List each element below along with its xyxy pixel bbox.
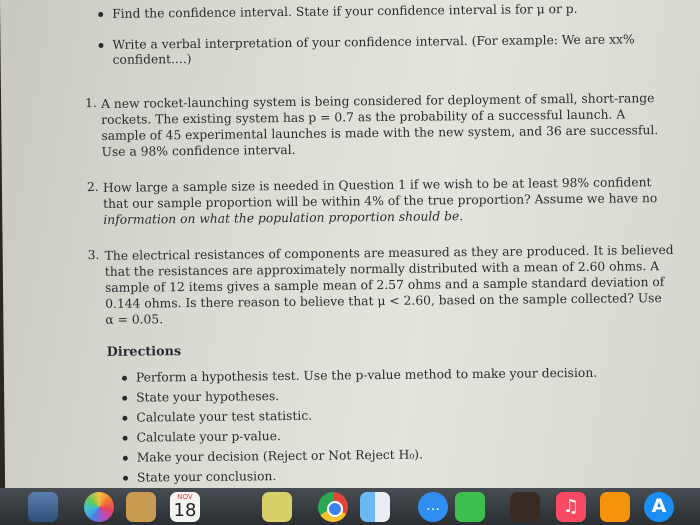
question-3-line: The electrical resistances of components are measured as they are produced. It is believed xyxy=(104,242,674,263)
question-3-line: 0.144 ohms. Is there reason to believe that μ < 2.60, based on the sample collected? Use xyxy=(105,291,662,311)
messages-icon[interactable]: … xyxy=(418,492,448,522)
directions-item: State your conclusion. xyxy=(136,469,277,485)
directions-item: Perform a hypothesis test. Use the p-value method to make your decision. xyxy=(135,365,598,385)
directions-item: Calculate your test statistic. xyxy=(136,408,313,425)
question-2-line: information on what the population proportion should be. xyxy=(103,209,464,227)
chrome-center xyxy=(327,501,343,517)
intro-bullet-1: Find the confidence interval. State if your confidence interval is for μ or p. xyxy=(112,1,578,21)
question-1-line: sample of 45 experimental launches is made with the new system, and 36 are successful. xyxy=(101,123,659,143)
intro-bullet-2-cont: confident....) xyxy=(112,51,192,67)
directions-item: Calculate your p-value. xyxy=(136,429,281,445)
question-3-line: sample of 12 items gives a sample mean of 2.57 ohms and a sample standard deviation of xyxy=(104,275,665,295)
photos-icon[interactable] xyxy=(84,492,114,522)
question-2-line: How large a sample size is needed in Question 1 if we wish to be at least 98% confident xyxy=(102,175,652,195)
photo-booth-icon[interactable] xyxy=(510,492,540,522)
music-icon[interactable]: ♫ xyxy=(556,492,586,522)
calendar-day: 18 xyxy=(173,500,197,521)
calendar-icon[interactable] xyxy=(170,492,200,522)
preview-icon[interactable] xyxy=(28,492,58,522)
dock xyxy=(0,488,700,525)
question-3-number: 3. xyxy=(87,247,100,263)
app-store-icon[interactable]: A xyxy=(644,492,674,522)
question-1-line: rockets. The existing system has p = 0.7 as the probability of a successful launch. A xyxy=(101,107,626,127)
calendar-month: NOV xyxy=(177,493,193,501)
directions-heading: Directions xyxy=(106,344,182,360)
question-2-line: that our sample proportion will be within 4% of the true proportion? Assume we have no xyxy=(103,191,658,211)
question-3-line: α = 0.05. xyxy=(105,312,164,327)
chrome-icon[interactable] xyxy=(318,492,348,522)
facetime-icon[interactable] xyxy=(455,492,485,522)
directions-item: State your hypotheses. xyxy=(136,389,280,405)
question-3-line: that the resistances are approximately normally distributed with a mean of 2.60 ohms. A xyxy=(104,259,660,279)
question-1-line: Use a 98% confidence interval. xyxy=(101,142,296,159)
books-icon[interactable] xyxy=(600,492,630,522)
question-1-number: 1. xyxy=(85,95,97,111)
notes-icon[interactable] xyxy=(262,492,292,522)
contacts-icon[interactable] xyxy=(126,492,156,522)
intro-bullet-2: Write a verbal interpretation of your confidence interval. (For example: We are xx% xyxy=(112,32,635,52)
directions-item: Make your decision (Reject or Not Reject H₀). xyxy=(136,447,424,465)
question-1-line: A new rocket-launching system is being considered for deployment of small, short-range xyxy=(101,91,655,111)
question-2-number: 2. xyxy=(86,179,99,195)
finder-icon[interactable] xyxy=(360,492,390,522)
